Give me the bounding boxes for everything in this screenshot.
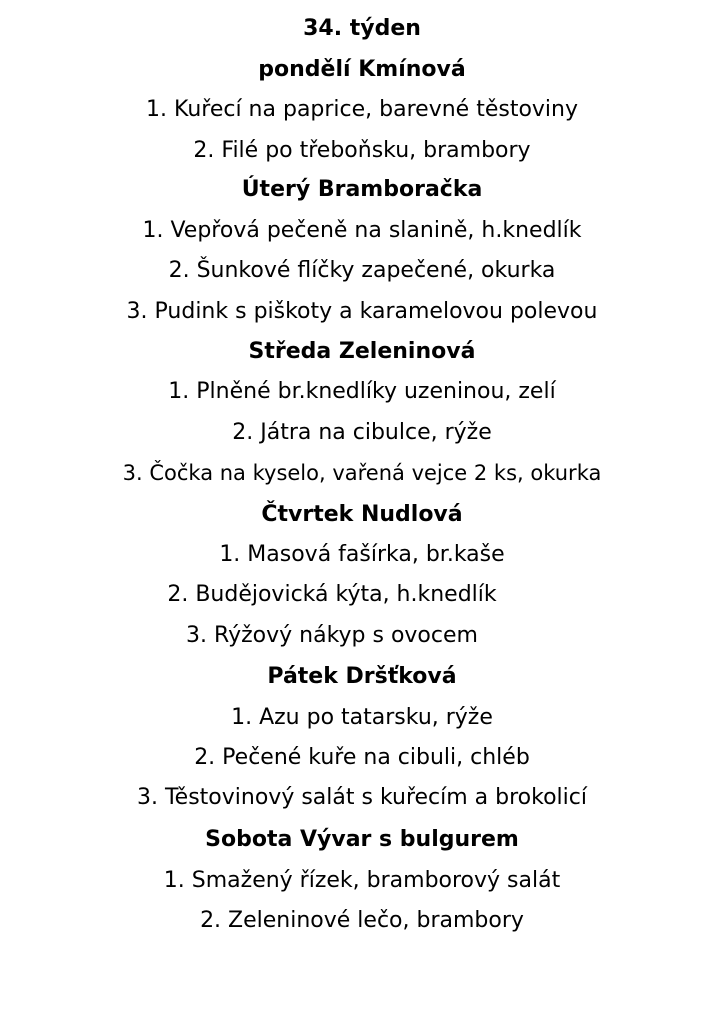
week-title: 34. týden [303, 16, 421, 41]
wednesday-heading: Středa Zeleninová [248, 339, 476, 364]
monday-heading: pondělí Kmínová [258, 57, 466, 82]
tuesday-heading: Úterý Bramboračka [241, 177, 483, 202]
friday-item-2: 2. Pečené kuře na cibuli, chléb [194, 745, 530, 770]
thursday-item-3: 3. Rýžový nákyp s ovocem [186, 623, 478, 648]
wednesday-item-3: 3. Čočka na kyselo, vařená vejce 2 ks, okurka [122, 461, 602, 485]
saturday-item-2: 2. Zeleninové lečo, brambory [200, 908, 524, 933]
tuesday-item-2: 2. Šunkové flíčky zapečené, okurka [168, 258, 556, 283]
wednesday-item-1: 1. Plněné br.knedlíky uzeninou, zelí [168, 379, 556, 404]
saturday-heading: Sobota Vývar s bulgurem [205, 827, 519, 852]
monday-item-2: 2. Filé po třeboňsku, brambory [193, 138, 531, 163]
saturday-item-1: 1. Smažený řízek, bramborový salát [163, 868, 561, 893]
friday-heading: Pátek Dršťková [267, 664, 457, 689]
monday-item-1: 1. Kuřecí na paprice, barevné těstoviny [146, 97, 578, 122]
thursday-item-1: 1. Masová fašírka, br.kaše [219, 542, 505, 567]
friday-item-3: 3. Těstovinový salát s kuřecím a brokolicí [137, 785, 587, 810]
friday-item-1: 1. Azu po tatarsku, rýže [231, 705, 493, 730]
tuesday-item-3: 3. Pudink s piškoty a karamelovou polevou [126, 299, 598, 324]
wednesday-item-2: 2. Játra na cibulce, rýže [232, 420, 492, 445]
tuesday-item-1: 1. Vepřová pečeně na slanině, h.knedlík [142, 218, 582, 243]
thursday-heading: Čtvrtek Nudlová [261, 502, 463, 527]
thursday-item-2: 2. Budějovická kýta, h.knedlík [167, 582, 497, 607]
